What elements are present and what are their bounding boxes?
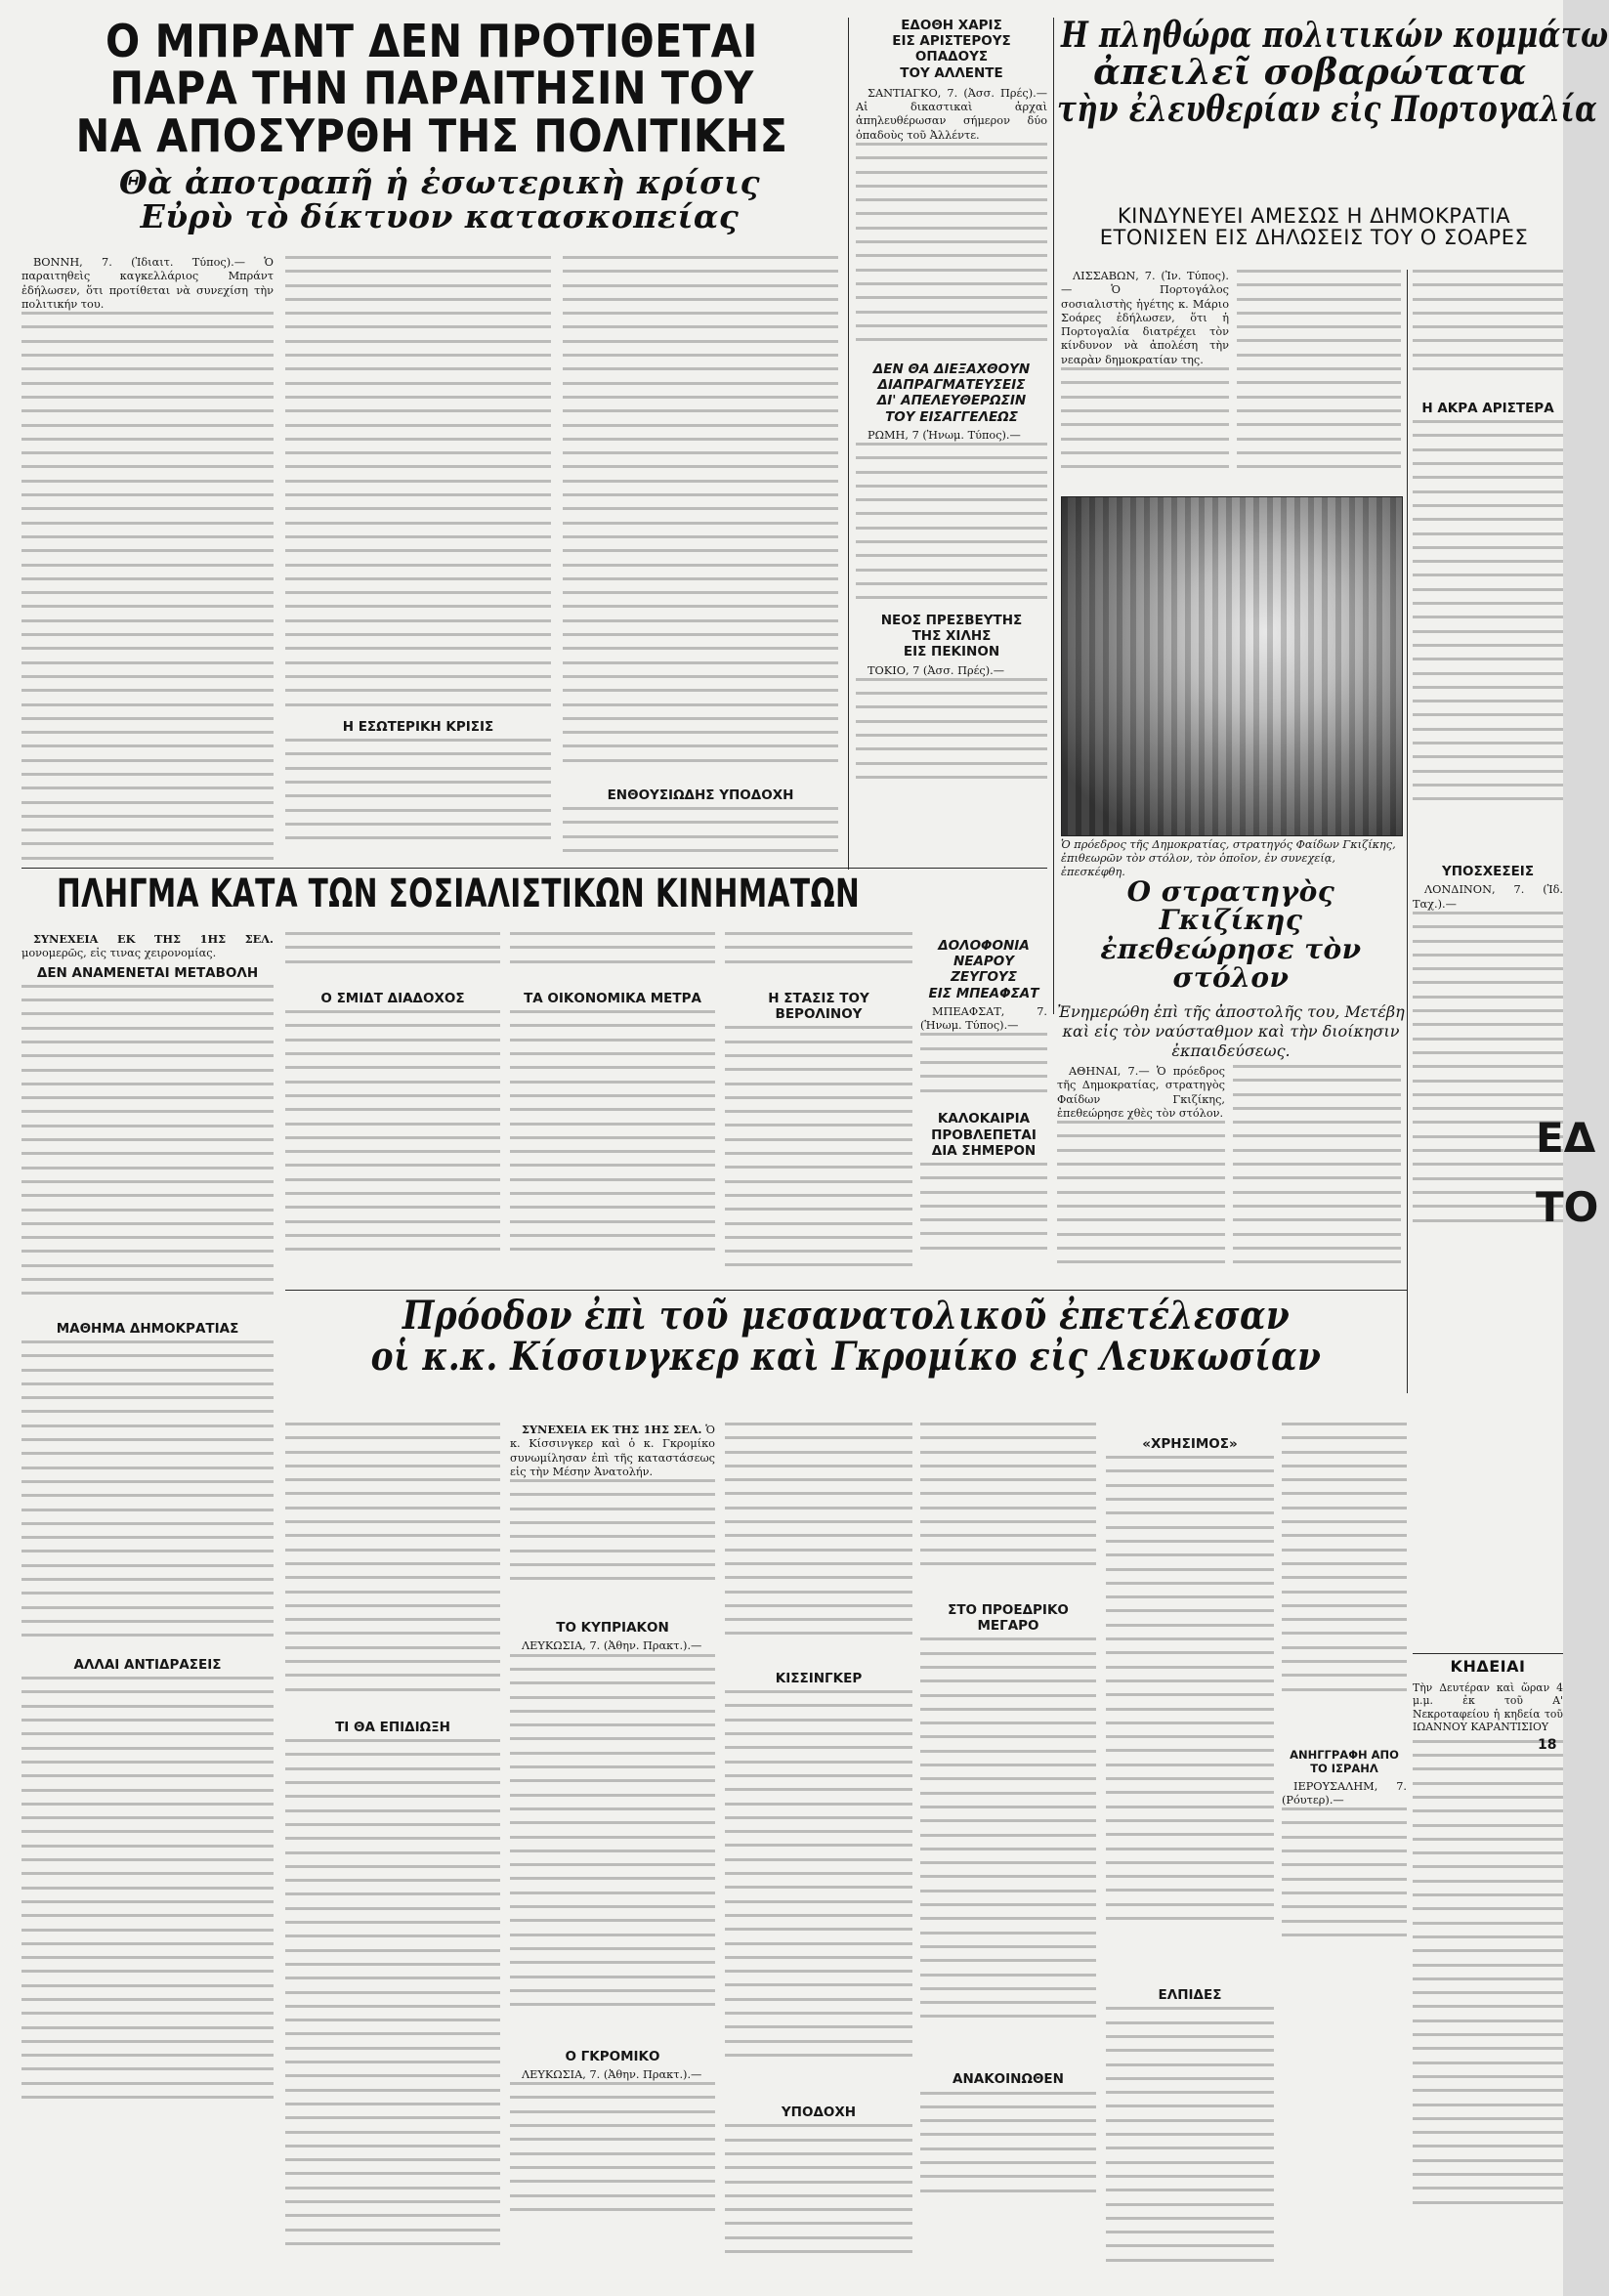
- subhead-trade-3: ΔΙ' ΑΠΕΛΕΥΘΕΡΩΣΙΝ: [876, 393, 1027, 409]
- subhead-internal-crisis: Η ΕΣΩΤΕΡΙΚΗ ΚΡΙΣΙΣ: [342, 719, 494, 735]
- kissinger-col5: [1106, 1423, 1274, 2292]
- photo-caption: Ὁ πρόεδρος τῆς Δημοκρατίας, στρατηγός Φαίδων Γκιζίκης, ἐπιθεωρῶν τὸν στόλον, τὸν ὁποῖον, ἐν συνεχείᾳ, ἐπεσκέφθη.: [1061, 838, 1396, 878]
- subhead-other-reactions: ΑΛΛΑΙ ΑΝΤΙΔΡΑΣΕΙΣ: [73, 1656, 222, 1673]
- kissinger-headline-1: Πρόοδον ἐπὶ τοῦ μεσανατολικοῦ ἐπετέλεσαν: [402, 1293, 1291, 1339]
- subhead-weather-2: ΠΡΟΒΛΕΠΕΤΑΙ: [931, 1127, 1037, 1143]
- subhead-trade-1: ΔΕΝ ΘΑ ΔΙΕΞΑΧΘΟΥΝ: [872, 361, 1031, 377]
- portugal-sub-1: ΚΙΝΔΥΝΕΥΕΙ ΑΜΕΣΩΣ Η ΔΗΜΟΚΡΑΤΙΑ: [1117, 204, 1511, 228]
- allende-lead: Αἱ δικαστικαὶ ἀρχαὶ ἀπηλευθέρωσαν σήμερον δύο ὁπαδοὺς τοῦ Ἀλλέντε.: [856, 101, 1047, 142]
- portugal-article-col1: [1061, 270, 1229, 490]
- kissinger-col4: [920, 1423, 1096, 2292]
- subhead-lesson: ΜΑΘΗΜΑ ΔΗΜΟΚΡΑΤΙΑΣ: [56, 1320, 239, 1337]
- portugal-subheadline: [1065, 205, 1563, 264]
- subhead-chrysimos: «ΧΡΗΣΙΜΟΣ»: [1142, 1436, 1238, 1452]
- socialist-lead: μονομερῶς, εἰς τινας χειρονομίας.: [21, 947, 217, 960]
- continued-marker-2: ΣΥΝΕΧΕΙΑ ΕΚ ΤΗΣ 1ΗΣ ΣΕΛ.: [522, 1423, 702, 1436]
- kissinger-headline-2: οἱ κ.κ. Κίσσινγκερ καὶ Γκρομίκο εἰς Λευκωσίαν: [370, 1334, 1322, 1380]
- dateline-athens: ΑΘΗΝΑΙ, 7.—: [1069, 1065, 1150, 1078]
- portugal-article-col2: [1237, 270, 1401, 490]
- allende-headline-4: ΤΟΥ ΑΛΛΕΝΤΕ: [900, 64, 1003, 81]
- dateline-jerusalem: ΙΕΡΟΥΣΑΛΗΜ, 7. (Ρόυτερ).—: [1282, 1779, 1407, 1807]
- dateline-lisbon: ΛΙΣΣΑΒΩΝ, 7. (Ἰν. Τύπος).—: [1061, 270, 1229, 297]
- subhead-trade-2: ΔΙΑΠΡΑΓΜΑΤΕΥΣΕΙΣ: [877, 377, 1026, 394]
- dateline-santiago: ΣΑΝΤΙΑΓΚΟ, 7. (Ἀσσ. Πρές).—: [868, 86, 1047, 100]
- divider: [21, 868, 1047, 869]
- allende-headline-2: ΕΙΣ ΑΡΙΣΤΕΡΟΥΣ: [892, 33, 1011, 50]
- brandt-headline-line2: ΠΑΡΑ ΤΗΝ ΠΑΡΑΙΤΗΣΙΝ ΤΟΥ: [109, 62, 754, 115]
- portugal-headline: [1057, 15, 1609, 164]
- brandt-subheadline: [98, 163, 782, 254]
- socialist-col2: [285, 932, 500, 1284]
- kissinger-headline: [285, 1293, 1407, 1415]
- subhead-cyprus-issue: ΤΟ ΚΥΠΡΙΑΚΟΝ: [556, 1620, 669, 1637]
- portugal-headline-2: ἀπειλεῖ σοβαρώτατα: [1093, 51, 1527, 93]
- allende-headline-1: ΕΔΟΘΗ ΧΑΡΙΣ: [901, 18, 1002, 33]
- subhead-murder-2: ΝΕΑΡΟΥ ΖΕΥΓΟΥΣ: [951, 954, 1017, 986]
- socialist-col3: [510, 932, 715, 1284]
- murder-weather-column: [920, 938, 1047, 1290]
- right-col-lower: [1282, 1423, 1407, 2292]
- socialist-col4: [725, 932, 912, 1284]
- allende-column: [856, 18, 1047, 877]
- gizikis-headline: [1055, 877, 1407, 1063]
- dateline-beafsat: ΜΠΕΑΦΣΑΤ, 7. (Ἡνωμ. Τύπος).—: [920, 1004, 1047, 1033]
- gizikis-subheadline: Ἐνημερώθη ἐπὶ τῆς ἀποστολῆς του, Μετέβη καὶ εἰς τὸν ναύσταθμον καὶ τὴν διοίκησιν ἐκπαιδεύσεως.: [1057, 1001, 1405, 1060]
- kissinger-col2: [510, 1423, 715, 2292]
- kissinger-col1: [285, 1423, 500, 2292]
- subhead-weather-1: ΚΑΛΟΚΑΙΡΙΑ: [937, 1111, 1031, 1127]
- brandt-sub-line1: Θὰ ἀποτραπῆ ἡ ἐσωτερικὴ κρίσις: [118, 163, 761, 201]
- column-rule: [1407, 270, 1408, 1393]
- subhead-ambassador-1: ΝΕΟΣ ΠΡΕΣΒΕΥΤΗΣ: [880, 612, 1023, 628]
- subhead-enthusiastic: ΕΝΘΟΥΣΙΩΔΗΣ ΥΠΟΔΟΧΗ: [607, 787, 794, 803]
- subhead-weather-3: ΔΙΑ ΣΗΜΕΡΟΝ: [931, 1142, 1037, 1159]
- subhead-presidential: ΣΤΟ ΠΡΟΕΔΡΙΚΟ ΜΕΓΑΡΟ: [948, 1602, 1069, 1635]
- brandt-headline: [21, 15, 842, 162]
- socialist-blow-headline: [21, 873, 1047, 928]
- brandt-article-col1: [21, 256, 274, 862]
- subhead-murder-1: ΔΟΛΟΦΟΝΙΑ: [938, 938, 1030, 954]
- text-lines: [21, 312, 274, 860]
- page-number-fragment: 18: [1538, 1737, 1557, 1753]
- funerals-heading: ΚΗΔΕΙΑΙ: [1450, 1657, 1526, 1676]
- brandt-sub-line2: Εὐρὺ τὸ δίκτυον κατασκοπείας: [140, 196, 740, 235]
- allende-headline-3: ΟΠΑΔΟΥΣ: [914, 49, 989, 65]
- dateline-rome: ΡΩΜΗ, 7 (Ἡνωμ. Τύπος).—: [868, 428, 1021, 442]
- subhead-ambassador-2: ΤΗΣ ΧΙΛΗΣ: [911, 628, 992, 645]
- portugal-sub-2: ΕΤΟΝΙΣΕΝ ΕΙΣ ΔΗΛΩΣΕΙΣ ΤΟΥ Ο ΣΟΑΡΕΣ: [1099, 226, 1529, 250]
- continued-marker-1: ΣΥΝΕΧΕΙΑ ΕΚ ΤΗΣ 1ΗΣ ΣΕΛ.: [33, 932, 274, 946]
- kissinger-col3: [725, 1423, 912, 2292]
- dateline-tokyo: ΤΟΚΙΟ, 7 (Ἀσσ. Πρές).—: [868, 663, 1005, 677]
- divider: [285, 1290, 1407, 1291]
- subhead-far-left: Η ΑΚΡΑ ΑΡΙΣΤΕΡΑ: [1421, 401, 1554, 416]
- gizikis-photo: [1061, 496, 1403, 836]
- dateline-bonn: ΒΟΝΝΗ, 7. (Ἰδιαιτ. Τύπος).—: [33, 256, 246, 269]
- dateline-nicosia-2: ΛΕΥΚΩΣΙΑ, 7. (Ἀθην. Πρακτ.).—: [522, 2067, 702, 2081]
- gizikis-headline-1: Ο στρατηγὸς Γκιζίκης: [1126, 875, 1335, 937]
- socialist-blow-text: ΠΛΗΓΜΑ ΚΑΤΑ ΤΩΝ ΣΟΣΙΑΛΙΣΤΙΚΩΝ ΚΙΝΗΜΑΤΩΝ: [57, 872, 861, 916]
- subhead-trade-4: ΤΟΥ ΕΙΣΑΓΓΕΛΕΩΣ: [885, 408, 1018, 425]
- funerals-text: Τὴν Δευτέραν καὶ ὥραν 4 μ.μ. ἐκ τοῦ Α' Νεκροταφείου ἡ κηδεία τοῦ ΙΩΑΝΝΟΥ ΚΑΡΑΝΤΙΣΙΟΥ: [1413, 1680, 1563, 1734]
- margin-fragment-to: ΤΟ: [1536, 1183, 1599, 1231]
- subhead-why-resign: ΤΙ ΘΑ ΕΠΙΔΙΩΞΗ: [335, 1720, 450, 1735]
- subhead-ambassador-3: ΕΙΣ ΠΕΚΙΝΟΝ: [903, 644, 1000, 660]
- subhead-reception: ΥΠΟΔΟΧΗ: [781, 2105, 857, 2121]
- divider: [1413, 1653, 1563, 1654]
- subhead-murder-3: ΕΙΣ ΜΠΕΑΦΣΑΤ: [928, 985, 1039, 1001]
- kissinger-lead: Ὁ κ. Κίσσινγκερ καὶ ὁ κ. Γκρομίκο συνωμίλησαν ἐπὶ τῆς καταστάσεως εἰς τὴν Μέσην Ἀνατολήν.: [510, 1424, 715, 1478]
- subhead-successor: Ο ΣΜΙΔΤ ΔΙΑΔΟΧΟΣ: [320, 991, 465, 1006]
- gizikis-article-col1: [1057, 1065, 1225, 1309]
- subhead-promises: ΥΠΟΣΧΕΣΕΙΣ: [1441, 864, 1535, 880]
- subhead-statement: ΑΝΑΚΟΙΝΩΘΕΝ: [953, 2071, 1064, 2088]
- portugal-headline-1: Η πληθώρα πολιτικών κομμάτω: [1061, 15, 1609, 56]
- gizikis-headline-2: ἐπεθεώρησε τὸν στόλον: [1100, 932, 1362, 995]
- portugal-headline-3: τὴν ἐλευθερίαν εἰς Πορτογαλία: [1057, 88, 1598, 130]
- dateline-london: ΛΟΝΔΙΝΟΝ, 7. (Ἰδ. Ταχ.).—: [1413, 883, 1563, 911]
- subhead-hopes: ΕΛΠΙΔΕΣ: [1158, 1987, 1222, 2004]
- subhead-jerusalem: ΑΝΗΓΓΡΑΦΗ ΑΠΟ ΤΟ ΙΣΡΑΗΛ: [1290, 1748, 1399, 1775]
- socialist-col1: [21, 932, 274, 2290]
- subhead-kissinger: ΚΙΣΣΙΝΓΚΕΡ: [775, 1671, 863, 1686]
- brandt-article-col2: [285, 256, 551, 862]
- column-rule: [848, 18, 849, 870]
- brandt-headline-line1: Ο ΜΠΡΑΝΤ ΔΕΝ ΠΡΟΤΙΘΕΤΑΙ: [106, 15, 758, 67]
- brandt-article-col3: [563, 256, 838, 862]
- gizikis-lead: Ὁ πρόεδρος τῆς Δημοκρατίας, στρατηγὸς Φαίδων Γκιζίκης, ἐπεθεώρησε χθὲς τὸν στόλον.: [1057, 1065, 1225, 1120]
- margin-fragment-ed: ΕΔ: [1536, 1114, 1596, 1162]
- portugal-lead: Ὁ Πορτογάλος σοσιαλιστὴς ἡγέτης κ. Μάριο Σοάρες ἐδήλωσεν, ὅτι ἡ Πορτογαλία διατρέχει τὸν κίνδυνον νὰ ἀπολέση τὴν νεαρὰν δημοκρατίαν της.: [1061, 283, 1229, 366]
- brandt-headline-line3: ΝΑ ΑΠΟΣΥΡΘΗ ΤΗΣ ΠΟΛΙΤΙΚΗΣ: [75, 108, 788, 162]
- subhead-gromyko: Ο ΓΚΡΟΜΙΚΟ: [565, 2048, 660, 2064]
- subhead-economic: ΤΑ ΟΙΚΟΝΟΜΙΚΑ ΜΕΤΡΑ: [524, 991, 701, 1006]
- subhead-no-change: ΔΕΝ ΑΝΑΜΕΝΕΤΑΙ ΜΕΤΑΒΟΛΗ: [36, 964, 259, 981]
- brandt-lead: Ὁ παραιτηθεὶς καγκελλάριος Μπράντ ἐδήλωσεν, ὅτι προτίθεται νὰ συνεχίση τὴν πολιτικήν του.: [21, 256, 274, 311]
- dateline-nicosia-1: ΛΕΥΚΩΣΙΑ, 7. (Ἀθην. Πρακτ.).—: [522, 1639, 702, 1653]
- subhead-berlin: Η ΣΤΑΣΙΣ ΤΟΥ ΒΕΡΟΛΙΝΟΥ: [768, 991, 869, 1023]
- column-rule: [1053, 18, 1054, 1014]
- gizikis-article-col2: [1233, 1065, 1401, 1309]
